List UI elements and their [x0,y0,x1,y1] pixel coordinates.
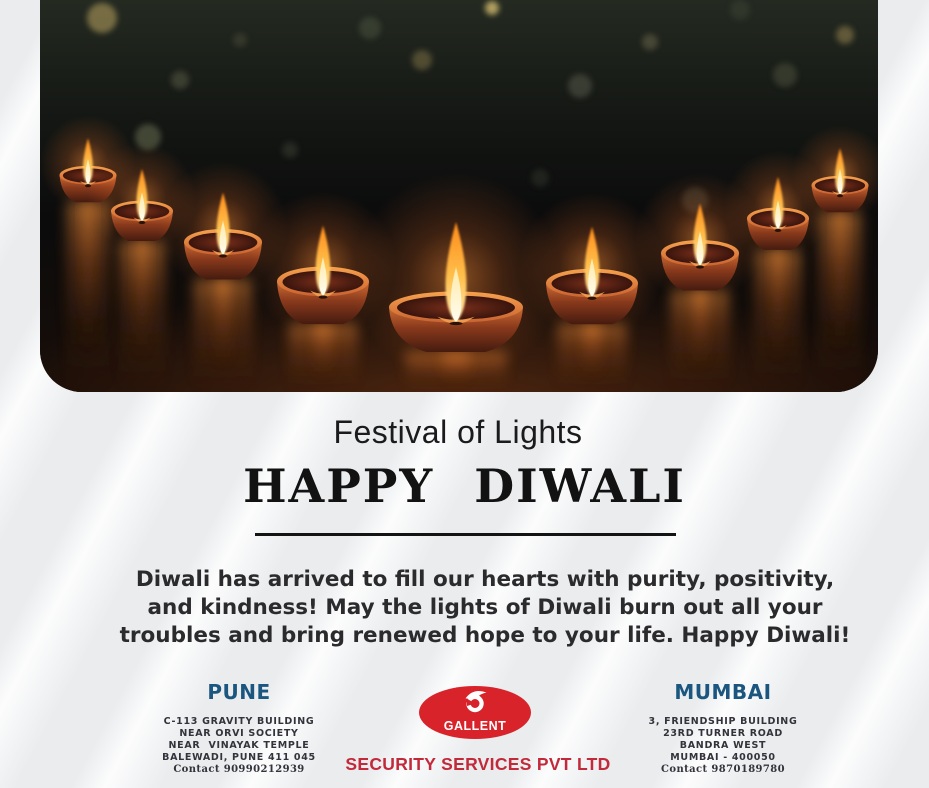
message-line: and kindness! May the lights of Diwali burn out all your [147,595,823,620]
message-line: Diwali has arrived to fill our hearts with purity, positivity, [135,567,835,592]
main-heading: HAPPY DIWALI [243,459,686,513]
contact-line: Contact 9870189780 [661,764,785,775]
address-line: BALEWADI, PUNE 411 045 [162,752,316,763]
company-name: SECURITY SERVICES PVT LTD [345,754,611,774]
diya-lamps-photo [40,0,878,392]
subtitle-text: Festival of Lights [333,414,583,450]
address-line: NEAR VINAYAK TEMPLE [168,740,310,751]
address-line: BANDRA WEST [679,740,767,751]
address-line: 23RD TURNER ROAD [663,728,783,739]
address-line: NEAR ORVI SOCIETY [179,728,299,739]
city-heading-pune: PUNE [207,680,271,704]
logo-wordmark: GALLENT [443,719,507,733]
contact-line: Contact 90990212939 [173,764,305,775]
address-line: 3, FRIENDSHIP BUILDING [648,716,798,727]
pune-office-block [129,680,349,776]
city-heading-mumbai: MUMBAI [674,680,772,704]
greeting-message [30,566,929,650]
gallent-logo [418,685,532,740]
mumbai-office-block [613,680,833,776]
diya-lamps-illustration [40,0,878,392]
address-line: MUMBAI - 400050 [670,752,776,763]
address-line: C-113 GRAVITY BUILDING [163,716,315,727]
title-underline [255,533,676,536]
message-line: troubles and bring renewed hope to your life. Happy Diwali! [119,623,851,648]
